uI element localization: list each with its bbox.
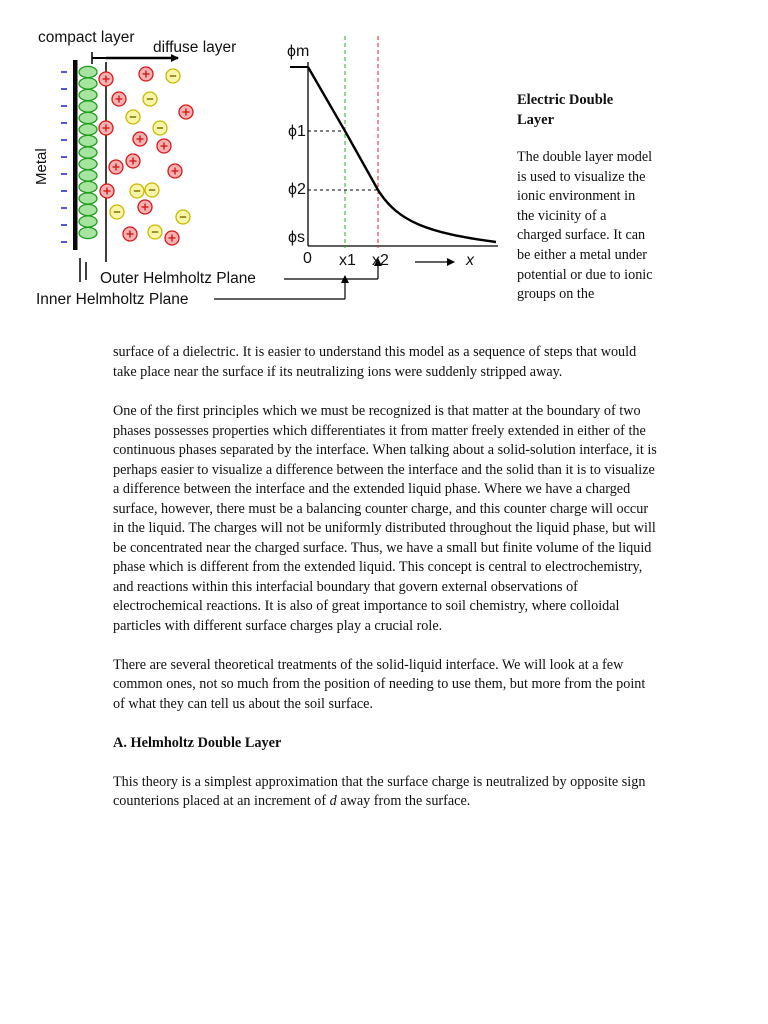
double-layer-diagram	[0, 0, 520, 332]
phi-1-label: ϕ1	[288, 123, 306, 140]
x1-label: x1	[339, 252, 356, 269]
metal-negative-charges	[61, 72, 67, 242]
paragraph-theoretical-treatments: There are several theoretical treatments of the solid-liquid interface. We will look at a few common ones, not so much from the position of needing to use them, but more from the point of what they can tell us about the soil surface.	[113, 656, 646, 712]
solvated-ion	[79, 112, 97, 123]
intro-paragraph-start: The double layer model is used to visualize the ionic environment in the vicinity of a charged surface. It can be either a metal under potential or due to ionic groups on the	[517, 149, 653, 303]
compact-layer-label: compact layer	[38, 29, 135, 46]
helmholtz-text-after: away from the surface.	[336, 793, 471, 809]
solvated-ion	[79, 101, 97, 112]
intro-paragraph-continuation: surface of a dielectric. It is easier to understand this model as a sequence of steps that would take place near the surface if its neutralizing ions were suddenly stripped away.	[113, 344, 637, 380]
outer-helmholtz-plane-label: Outer Helmholtz Plane	[100, 270, 256, 287]
solvated-ion	[79, 89, 97, 100]
article-body	[113, 343, 658, 831]
phi-2-label: ϕ2	[288, 181, 306, 198]
solvated-ion	[79, 227, 97, 238]
side-column	[517, 90, 653, 305]
diffuse-layer-ions	[99, 67, 193, 245]
paragraph-boundary-phases: One of the first principles which we must be recognized is that matter at the boundary of two phases possesses properties which differentiates it from matter freely extended in either of the continuous phases separated by the interface. When talking about a solid-solution interface, it is perhaps easier to visualize a difference between the interface and the solid than it is to visualize a difference between the interface and the extended liquid phase. Where we have a charged surface, however, there must be a balancing counter charge, and this counter charge will occur in the liquid. The charges will not be uniformly distributed throughout the liquid phase, but will be concentrated near the charged surface. Thus, we have a small but finite volume of the liquid phase which is different from the extended liquid. This concept is central to electrochemistry, and reactions within this interfacial boundary that govern external observations of electrochemical reactions. It is also of great importance to soil chemistry, where colloidal particles with different surface charges play a crucial role.	[113, 403, 657, 634]
solvated-ion	[79, 124, 97, 135]
variable-d: d	[329, 793, 337, 809]
solvated-ion	[79, 181, 97, 192]
x2-label: x2	[372, 252, 389, 269]
phi-s-label: ϕs	[288, 229, 305, 246]
helmholtz-text-before: This theory is a simplest approximation that the surface charge is neutralized by opposite sign counterions placed at an increment of	[113, 773, 646, 809]
solvated-ion	[79, 78, 97, 89]
solvated-ion	[79, 158, 97, 169]
phi-m-label: ϕm	[287, 43, 310, 60]
double-layer-figure	[0, 0, 520, 332]
paragraph-helmholtz	[113, 773, 658, 812]
diffuse-layer-label: diffuse layer	[153, 39, 237, 56]
compact-layer-ions	[79, 66, 97, 238]
solvated-ion	[79, 66, 97, 77]
metal-label: Metal	[33, 148, 50, 185]
section-a-heading: A. Helmholtz Double Layer	[113, 734, 282, 751]
solvated-ion	[79, 193, 97, 204]
inner-helmholtz-plane-label: Inner Helmholtz Plane	[36, 291, 189, 308]
potential-curve	[308, 67, 496, 242]
section-title: Electric Double Layer	[517, 92, 614, 128]
solvated-ion	[79, 147, 97, 158]
origin-label: 0	[303, 250, 312, 267]
solvated-ion	[79, 170, 97, 181]
x-axis-label: x	[466, 252, 474, 269]
solvated-ion	[79, 135, 97, 146]
metal-electrode	[73, 60, 78, 250]
solvated-ion	[79, 204, 97, 215]
solvated-ion	[79, 216, 97, 227]
